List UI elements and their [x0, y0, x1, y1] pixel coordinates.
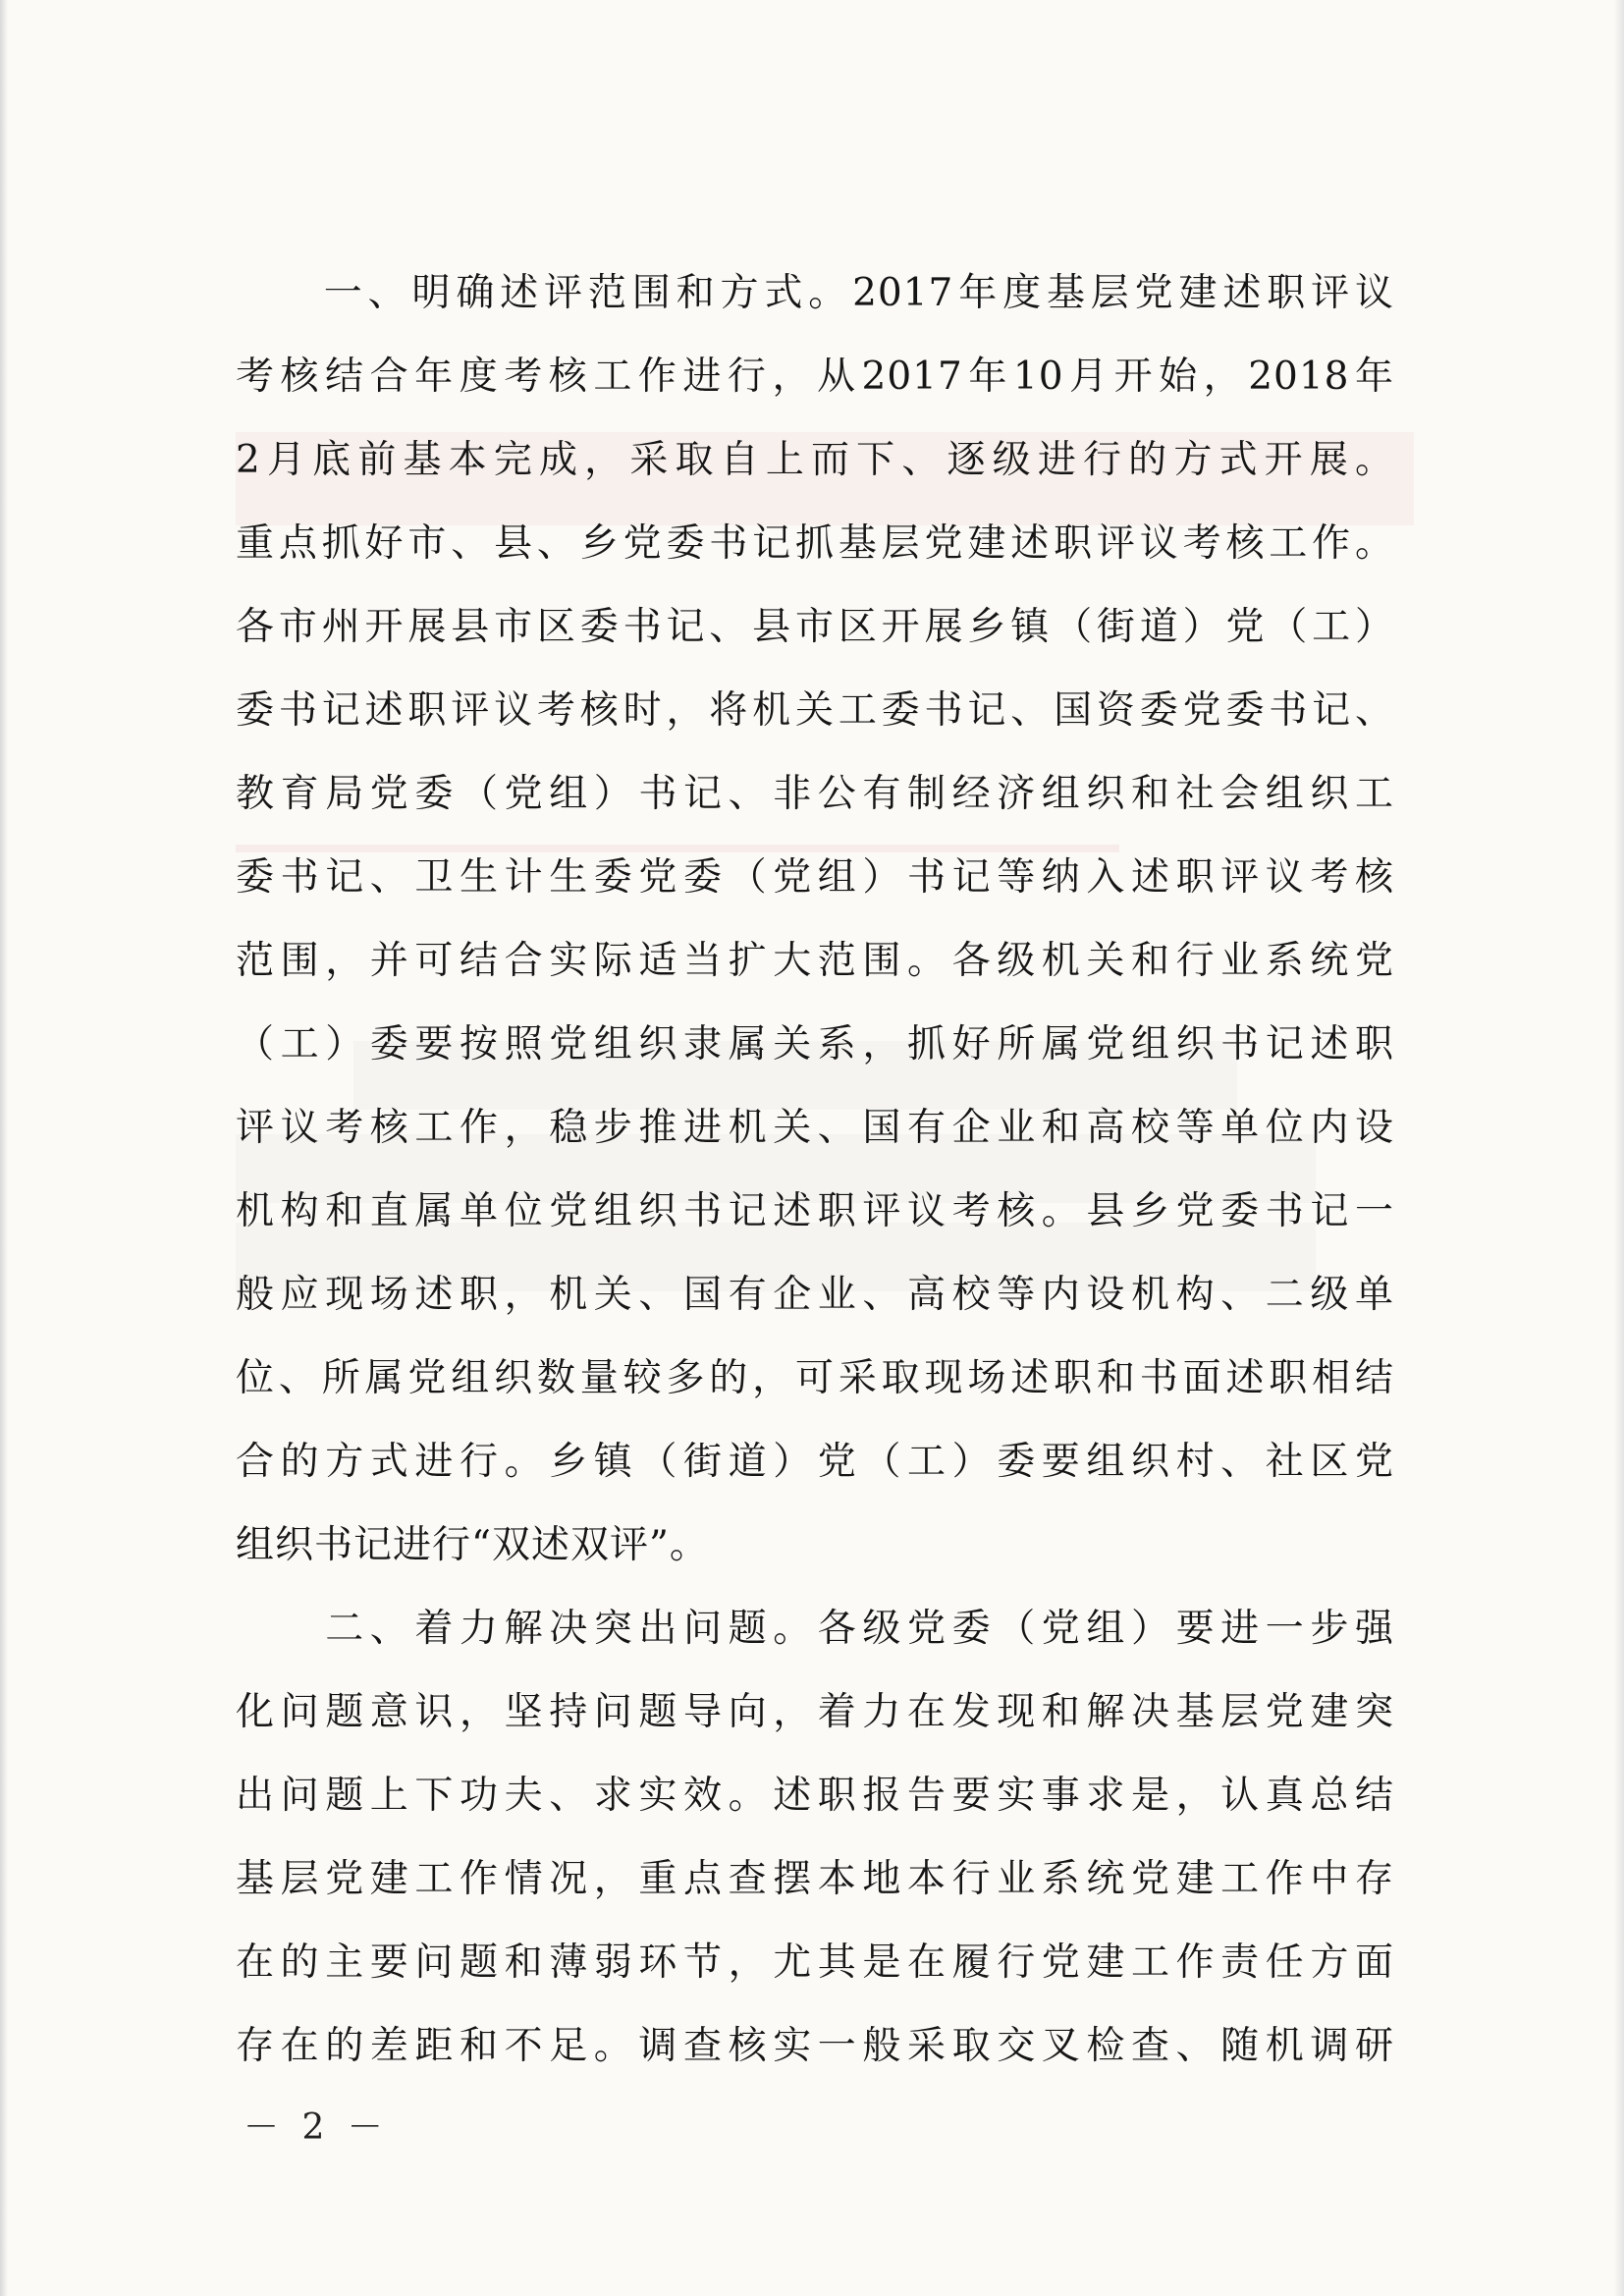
text-line: 教育局党委（党组）书记、非公有制经济组织和社会组织工 — [236, 772, 1394, 816]
text-line: 二、着力解决突出问题。各级党委（党组）要进一步强 — [236, 1607, 1394, 1651]
text-line: 般应现场述职，机关、国有企业、高校等内设机构、二级单 — [236, 1273, 1394, 1317]
text-line: 一、明确述评范围和方式。2017年度基层党建述职评议 — [236, 271, 1394, 315]
text-line: 合的方式进行。乡镇（街道）党（工）委要组织村、社区党 — [236, 1440, 1394, 1484]
scan-left-edge-shadow — [0, 0, 8, 2296]
text-line: 范围，并可结合实际适当扩大范围。各级机关和行业系统党 — [236, 939, 1394, 983]
text-line: 出问题上下功夫、求实效。述职报告要实事求是，认真总结 — [236, 1774, 1394, 1818]
text-line: 考核结合年度考核工作进行，从2017年10月开始，2018年 — [236, 355, 1394, 399]
text-line: 化问题意识，坚持问题导向，着力在发现和解决基层党建突 — [236, 1690, 1394, 1734]
text-line: 存在的差距和不足。调查核实一般采取交叉检查、随机调研 — [236, 2024, 1394, 2068]
scan-right-edge-shadow — [1614, 0, 1624, 2296]
text-line: 2月底前基本完成，采取自上而下、逐级进行的方式开展。 — [236, 438, 1394, 482]
body-text — [236, 251, 1394, 2088]
text-line: 委书记述职评议考核时，将机关工委书记、国资委党委书记、 — [236, 688, 1394, 733]
text-line: 在的主要问题和薄弱环节，尤其是在履行党建工作责任方面 — [236, 1941, 1394, 1985]
text-line: 位、所属党组织数量较多的，可采取现场述职和书面述职相结 — [236, 1356, 1394, 1400]
text-line: 基层党建工作情况，重点查摆本地本行业系统党建工作中存 — [236, 1857, 1394, 1901]
text-line: 组织书记进行“双述双评”。 — [236, 1523, 709, 1567]
text-line: 委书记、卫生计生委党委（党组）书记等纳入述职评议考核 — [236, 855, 1394, 900]
text-line: 重点抓好市、县、乡党委书记抓基层党建述职评议考核工作。 — [236, 521, 1394, 566]
text-line: 评议考核工作，稳步推进机关、国有企业和高校等单位内设 — [236, 1106, 1394, 1150]
text-line: 机构和直属单位党组织书记述职评议考核。县乡党委书记一 — [236, 1189, 1394, 1233]
page-number: － 2 － — [244, 2107, 389, 2148]
text-line: （工）委要按照党组织隶属关系，抓好所属党组织书记述职 — [236, 1022, 1394, 1066]
text-line: 各市州开展县市区委书记、县市区开展乡镇（街道）党（工） — [236, 605, 1394, 649]
